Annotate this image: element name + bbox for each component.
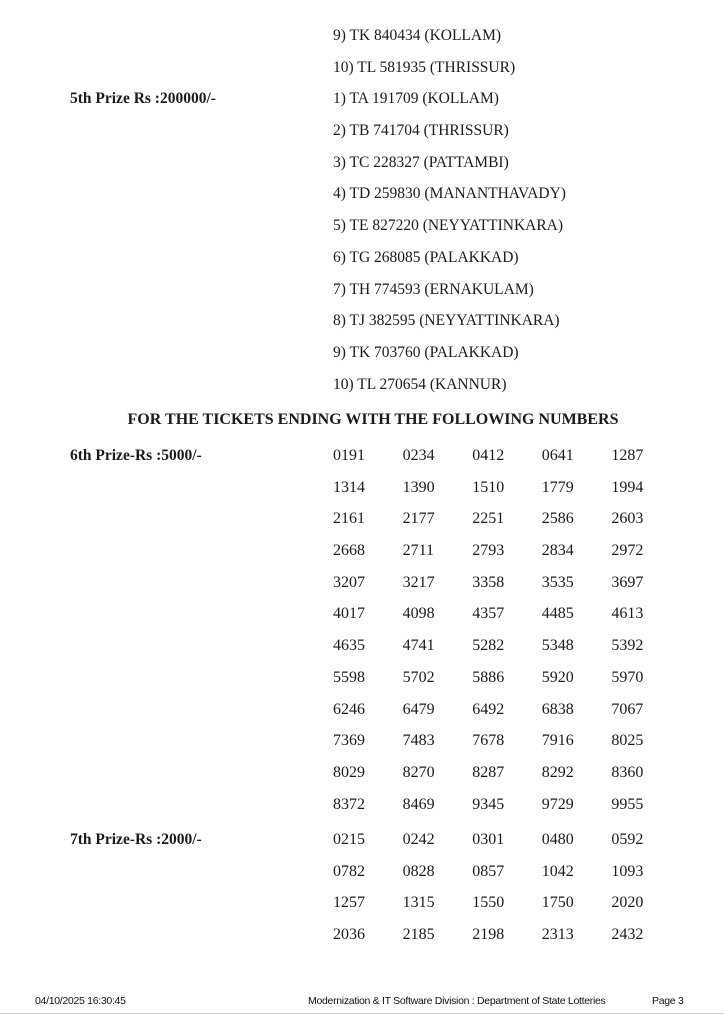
previous-prize-continuation-list xyxy=(333,20,515,83)
ending-number: 9955 xyxy=(611,795,644,813)
ending-number: 2251 xyxy=(472,510,505,528)
ending-number: 5348 xyxy=(541,637,574,655)
ending-numbers-row xyxy=(333,824,681,856)
ending-number: 1093 xyxy=(611,862,644,880)
ending-number: 2161 xyxy=(333,510,365,528)
ending-number: 1287 xyxy=(611,447,644,464)
winning-ticket-item: 1) TA 191709 (KOLLAM) xyxy=(333,90,499,108)
ending-number: 8270 xyxy=(402,763,435,781)
ending-number: 8287 xyxy=(472,763,505,781)
ending-number: 1390 xyxy=(402,478,435,496)
ending-number: 8372 xyxy=(333,795,365,813)
ending-number: 2036 xyxy=(333,926,365,944)
winning-ticket-item: 9) TK 840434 (KOLLAM) xyxy=(333,27,502,44)
ending-number: 6492 xyxy=(472,700,505,718)
winning-ticket-item: 5) TE 827220 (NEYYATTINKARA) xyxy=(333,217,564,235)
ending-number: 2603 xyxy=(611,510,644,528)
winning-ticket-item: 10) TL 581935 (THRISSUR) xyxy=(333,58,516,76)
ending-number: 2586 xyxy=(541,510,574,528)
ending-number: 3697 xyxy=(611,573,644,591)
ending-number: 7067 xyxy=(611,700,644,718)
ending-number: 0215 xyxy=(333,831,365,848)
ending-number: 1257 xyxy=(333,894,365,912)
ending-numbers-row xyxy=(333,440,681,472)
ending-number: 3207 xyxy=(333,573,365,591)
ending-numbers-row xyxy=(333,535,681,567)
footer-datetime: 04/10/2025 16:30:45 xyxy=(35,995,126,1007)
ending-number: 0242 xyxy=(402,831,435,848)
ending-numbers-row xyxy=(333,472,681,504)
ending-numbers-row xyxy=(333,856,681,888)
ending-number: 2313 xyxy=(541,926,574,944)
ending-number: 3358 xyxy=(472,573,505,591)
ending-number: 1314 xyxy=(333,478,365,496)
ending-numbers-row xyxy=(333,662,681,694)
section-heading: FOR THE TICKETS ENDING WITH THE FOLLOWING NUMBERS xyxy=(127,411,619,428)
ending-number: 3535 xyxy=(541,573,574,591)
ending-number: 5886 xyxy=(472,668,505,686)
ending-number: 1994 xyxy=(611,478,644,496)
ending-number: 9729 xyxy=(541,795,574,813)
ending-number: 0234 xyxy=(402,447,435,464)
ending-number: 2793 xyxy=(472,542,505,560)
ending-number: 8025 xyxy=(611,732,644,750)
ending-number: 5702 xyxy=(402,668,435,686)
prize7-number-grid xyxy=(333,824,681,951)
prize6-label: 6th Prize-Rs :5000/- xyxy=(70,447,202,464)
ending-number: 8469 xyxy=(402,795,435,813)
ending-number: 5920 xyxy=(541,668,574,686)
ending-number: 5392 xyxy=(611,637,644,655)
ending-number: 0641 xyxy=(541,447,574,464)
ending-number: 1315 xyxy=(402,894,435,912)
ending-number: 0301 xyxy=(472,831,505,848)
ending-number: 7916 xyxy=(541,732,574,750)
ending-number: 4741 xyxy=(402,637,435,655)
ending-number: 4485 xyxy=(541,605,574,623)
ending-number: 6838 xyxy=(541,700,574,718)
ending-number: 4098 xyxy=(402,605,435,623)
winning-ticket-item: 2) TB 741704 (THRISSUR) xyxy=(333,122,509,140)
winning-ticket-item: 10) TL 270654 (KANNUR) xyxy=(333,375,507,393)
ending-number: 0782 xyxy=(333,862,365,880)
winning-ticket-item: 3) TC 228327 (PATTAMBI) xyxy=(333,153,509,171)
ending-number: 4613 xyxy=(611,605,644,623)
prize6-number-grid xyxy=(333,440,681,820)
ending-number: 4357 xyxy=(472,605,505,623)
ending-number: 0592 xyxy=(611,831,644,848)
ending-number: 0480 xyxy=(541,831,574,848)
ending-number: 2834 xyxy=(541,542,574,560)
ending-number: 6246 xyxy=(333,700,365,718)
ending-number: 6479 xyxy=(402,700,435,718)
ending-number: 8360 xyxy=(611,763,644,781)
ending-number: 0412 xyxy=(472,447,505,464)
ending-numbers-row xyxy=(333,887,681,919)
ending-numbers-row xyxy=(333,789,681,821)
ending-number: 9345 xyxy=(472,795,505,813)
ending-number: 1510 xyxy=(472,478,505,496)
ending-number: 1042 xyxy=(541,862,574,880)
ending-numbers-row xyxy=(333,630,681,662)
ending-number: 0828 xyxy=(402,862,435,880)
prize5-list xyxy=(333,83,566,400)
ending-number: 1550 xyxy=(472,894,505,912)
ending-number: 5598 xyxy=(333,668,365,686)
bottom-border-line xyxy=(0,1013,724,1014)
prize5-label: 5th Prize Rs :200000/- xyxy=(70,90,216,108)
ending-number: 8292 xyxy=(541,763,574,781)
page-footer xyxy=(0,995,724,1011)
ending-number: 4017 xyxy=(333,605,365,623)
ending-number: 8029 xyxy=(333,763,365,781)
ending-number: 5282 xyxy=(472,637,505,655)
winning-ticket-item: 7) TH 774593 (ERNAKULAM) xyxy=(333,280,534,298)
ending-number: 2198 xyxy=(472,926,505,944)
ending-number: 1779 xyxy=(541,478,574,496)
ending-number: 3217 xyxy=(402,573,435,591)
ending-number: 5970 xyxy=(611,668,644,686)
footer-page-number: Page 3 xyxy=(652,995,684,1007)
ending-number: 7369 xyxy=(333,732,365,750)
ending-number: 7678 xyxy=(472,732,505,750)
ending-numbers-row xyxy=(333,919,681,951)
winning-ticket-item: 6) TG 268085 (PALAKKAD) xyxy=(333,248,519,266)
prize7-label: 7th Prize-Rs :2000/- xyxy=(70,831,202,848)
ending-number: 4635 xyxy=(333,637,365,655)
ending-numbers-row xyxy=(333,503,681,535)
ending-number: 2668 xyxy=(333,542,365,560)
ending-number: 0857 xyxy=(472,862,505,880)
ending-number: 2185 xyxy=(402,926,435,944)
ending-number: 7483 xyxy=(402,732,435,750)
ending-number: 2711 xyxy=(402,542,434,560)
footer-division-text: Modernization & IT Software Division : Department of State Lotteries xyxy=(308,995,606,1007)
ending-numbers-row xyxy=(333,757,681,789)
winning-ticket-item: 4) TD 259830 (MANANTHAVADY) xyxy=(333,185,566,203)
ending-numbers-row xyxy=(333,567,681,599)
winning-ticket-item: 9) TK 703760 (PALAKKAD) xyxy=(333,343,519,361)
ending-number: 2177 xyxy=(402,510,435,528)
ending-number: 2972 xyxy=(611,542,644,560)
ending-number: 2432 xyxy=(611,926,644,944)
winning-ticket-item: 8) TJ 382595 (NEYYATTINKARA) xyxy=(333,312,560,330)
ending-number: 1750 xyxy=(541,894,574,912)
ending-number: 2020 xyxy=(611,894,644,912)
ending-numbers-row xyxy=(333,694,681,726)
ending-number: 0191 xyxy=(333,447,365,464)
ending-numbers-row xyxy=(333,598,681,630)
ending-numbers-row xyxy=(333,725,681,757)
